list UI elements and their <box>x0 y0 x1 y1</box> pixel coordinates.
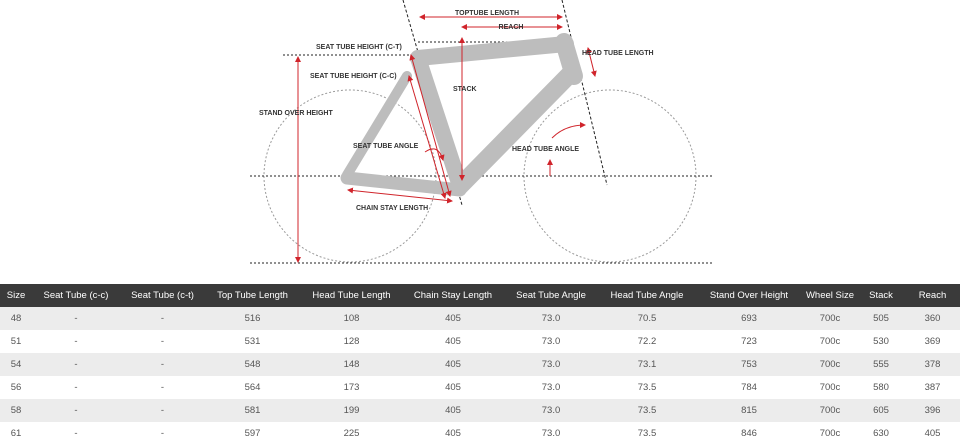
column-header: Seat Tube (c-t) <box>120 284 205 307</box>
table-cell: 48 <box>0 307 32 330</box>
column-header: Size <box>0 284 32 307</box>
table-cell: 700c <box>803 307 857 330</box>
column-header: Reach <box>905 284 960 307</box>
table-cell: 564 <box>205 376 300 399</box>
table-cell: 846 <box>695 422 803 445</box>
table-cell: 51 <box>0 330 32 353</box>
table-cell: 630 <box>857 422 905 445</box>
column-header: Stack <box>857 284 905 307</box>
table-cell: 61 <box>0 422 32 445</box>
table-header-row <box>0 284 960 307</box>
table-cell: 73.5 <box>599 399 695 422</box>
table-cell: 72.2 <box>599 330 695 353</box>
table-cell: 58 <box>0 399 32 422</box>
table-cell: 405 <box>905 422 960 445</box>
table-cell: 531 <box>205 330 300 353</box>
table-cell: - <box>120 330 205 353</box>
table-cell: 700c <box>803 422 857 445</box>
table-cell: 723 <box>695 330 803 353</box>
geometry-table <box>0 284 960 445</box>
seat-tube-angle-label: SEAT TUBE ANGLE <box>353 143 419 150</box>
table-cell: 73.0 <box>503 399 599 422</box>
table-cell: 73.0 <box>503 422 599 445</box>
table-cell: 548 <box>205 353 300 376</box>
table-cell: 753 <box>695 353 803 376</box>
table-cell: 73.5 <box>599 422 695 445</box>
table-cell: - <box>32 376 120 399</box>
table-row <box>0 330 960 353</box>
table-cell: - <box>120 307 205 330</box>
column-header: Top Tube Length <box>205 284 300 307</box>
table-cell: 700c <box>803 353 857 376</box>
stand-over-height-label: STAND OVER HEIGHT <box>259 110 333 117</box>
table-row <box>0 307 960 330</box>
table-cell: 605 <box>857 399 905 422</box>
table-cell: - <box>120 422 205 445</box>
table-cell: 225 <box>300 422 403 445</box>
column-header: Stand Over Height <box>695 284 803 307</box>
table-cell: 405 <box>403 399 503 422</box>
table-cell: 108 <box>300 307 403 330</box>
table-cell: 555 <box>857 353 905 376</box>
table-cell: - <box>32 330 120 353</box>
table-cell: - <box>120 353 205 376</box>
table-cell: 405 <box>403 330 503 353</box>
seat-tube-height-cc-label: SEAT TUBE HEIGHT (C-C) <box>310 73 397 80</box>
table-cell: 693 <box>695 307 803 330</box>
table-cell: 581 <box>205 399 300 422</box>
head-tube-angle-label: HEAD TUBE ANGLE <box>512 146 580 153</box>
chain-stay-length-label: CHAIN STAY LENGTH <box>356 205 429 212</box>
table-cell: - <box>32 353 120 376</box>
table-cell: 405 <box>403 307 503 330</box>
table-cell: 369 <box>905 330 960 353</box>
table-cell: 530 <box>857 330 905 353</box>
table-cell: 56 <box>0 376 32 399</box>
table-cell: 700c <box>803 376 857 399</box>
table-cell: - <box>32 307 120 330</box>
table-cell: - <box>32 422 120 445</box>
column-header: Head Tube Angle <box>599 284 695 307</box>
table-cell: 73.0 <box>503 376 599 399</box>
table-cell: - <box>32 399 120 422</box>
table-cell: 405 <box>403 353 503 376</box>
table-cell: 148 <box>300 353 403 376</box>
column-header: Seat Tube (c-c) <box>32 284 120 307</box>
table-cell: 73.5 <box>599 376 695 399</box>
table-cell: - <box>120 376 205 399</box>
table-cell: 784 <box>695 376 803 399</box>
table-cell: 128 <box>300 330 403 353</box>
table-cell: 516 <box>205 307 300 330</box>
table-cell: 70.5 <box>599 307 695 330</box>
table-cell: 73.0 <box>503 353 599 376</box>
table-cell: 73.0 <box>503 330 599 353</box>
column-header: Head Tube Length <box>300 284 403 307</box>
table-cell: 597 <box>205 422 300 445</box>
table-cell: 54 <box>0 353 32 376</box>
table-cell: 173 <box>300 376 403 399</box>
seat-tube-height-ct-label: SEAT TUBE HEIGHT (C-T) <box>316 44 402 51</box>
table-cell: 580 <box>857 376 905 399</box>
table-cell: 378 <box>905 353 960 376</box>
toptube-length-label: TOPTUBE LENGTH <box>454 10 520 17</box>
steer-axis-line <box>562 0 607 185</box>
table-cell: 199 <box>300 399 403 422</box>
table-cell: 360 <box>905 307 960 330</box>
column-header: Seat Tube Angle <box>503 284 599 307</box>
stack-label: STACK <box>453 86 477 93</box>
table-cell: 396 <box>905 399 960 422</box>
column-header: Chain Stay Length <box>403 284 503 307</box>
table-cell: 700c <box>803 330 857 353</box>
table-cell: - <box>120 399 205 422</box>
reach-label: REACH <box>498 24 524 31</box>
table-cell: 505 <box>857 307 905 330</box>
column-header: Wheel Size <box>803 284 857 307</box>
bike-frame <box>347 42 574 190</box>
table-cell: 405 <box>403 422 503 445</box>
table-row <box>0 422 960 445</box>
table-row <box>0 353 960 376</box>
table-cell: 815 <box>695 399 803 422</box>
table-row <box>0 376 960 399</box>
table-cell: 405 <box>403 376 503 399</box>
head-tube-length-label: HEAD TUBE LENGTH <box>582 50 654 57</box>
table-cell: 73.0 <box>503 307 599 330</box>
table-cell: 387 <box>905 376 960 399</box>
table-row <box>0 399 960 422</box>
table-cell: 700c <box>803 399 857 422</box>
table-cell: 73.1 <box>599 353 695 376</box>
